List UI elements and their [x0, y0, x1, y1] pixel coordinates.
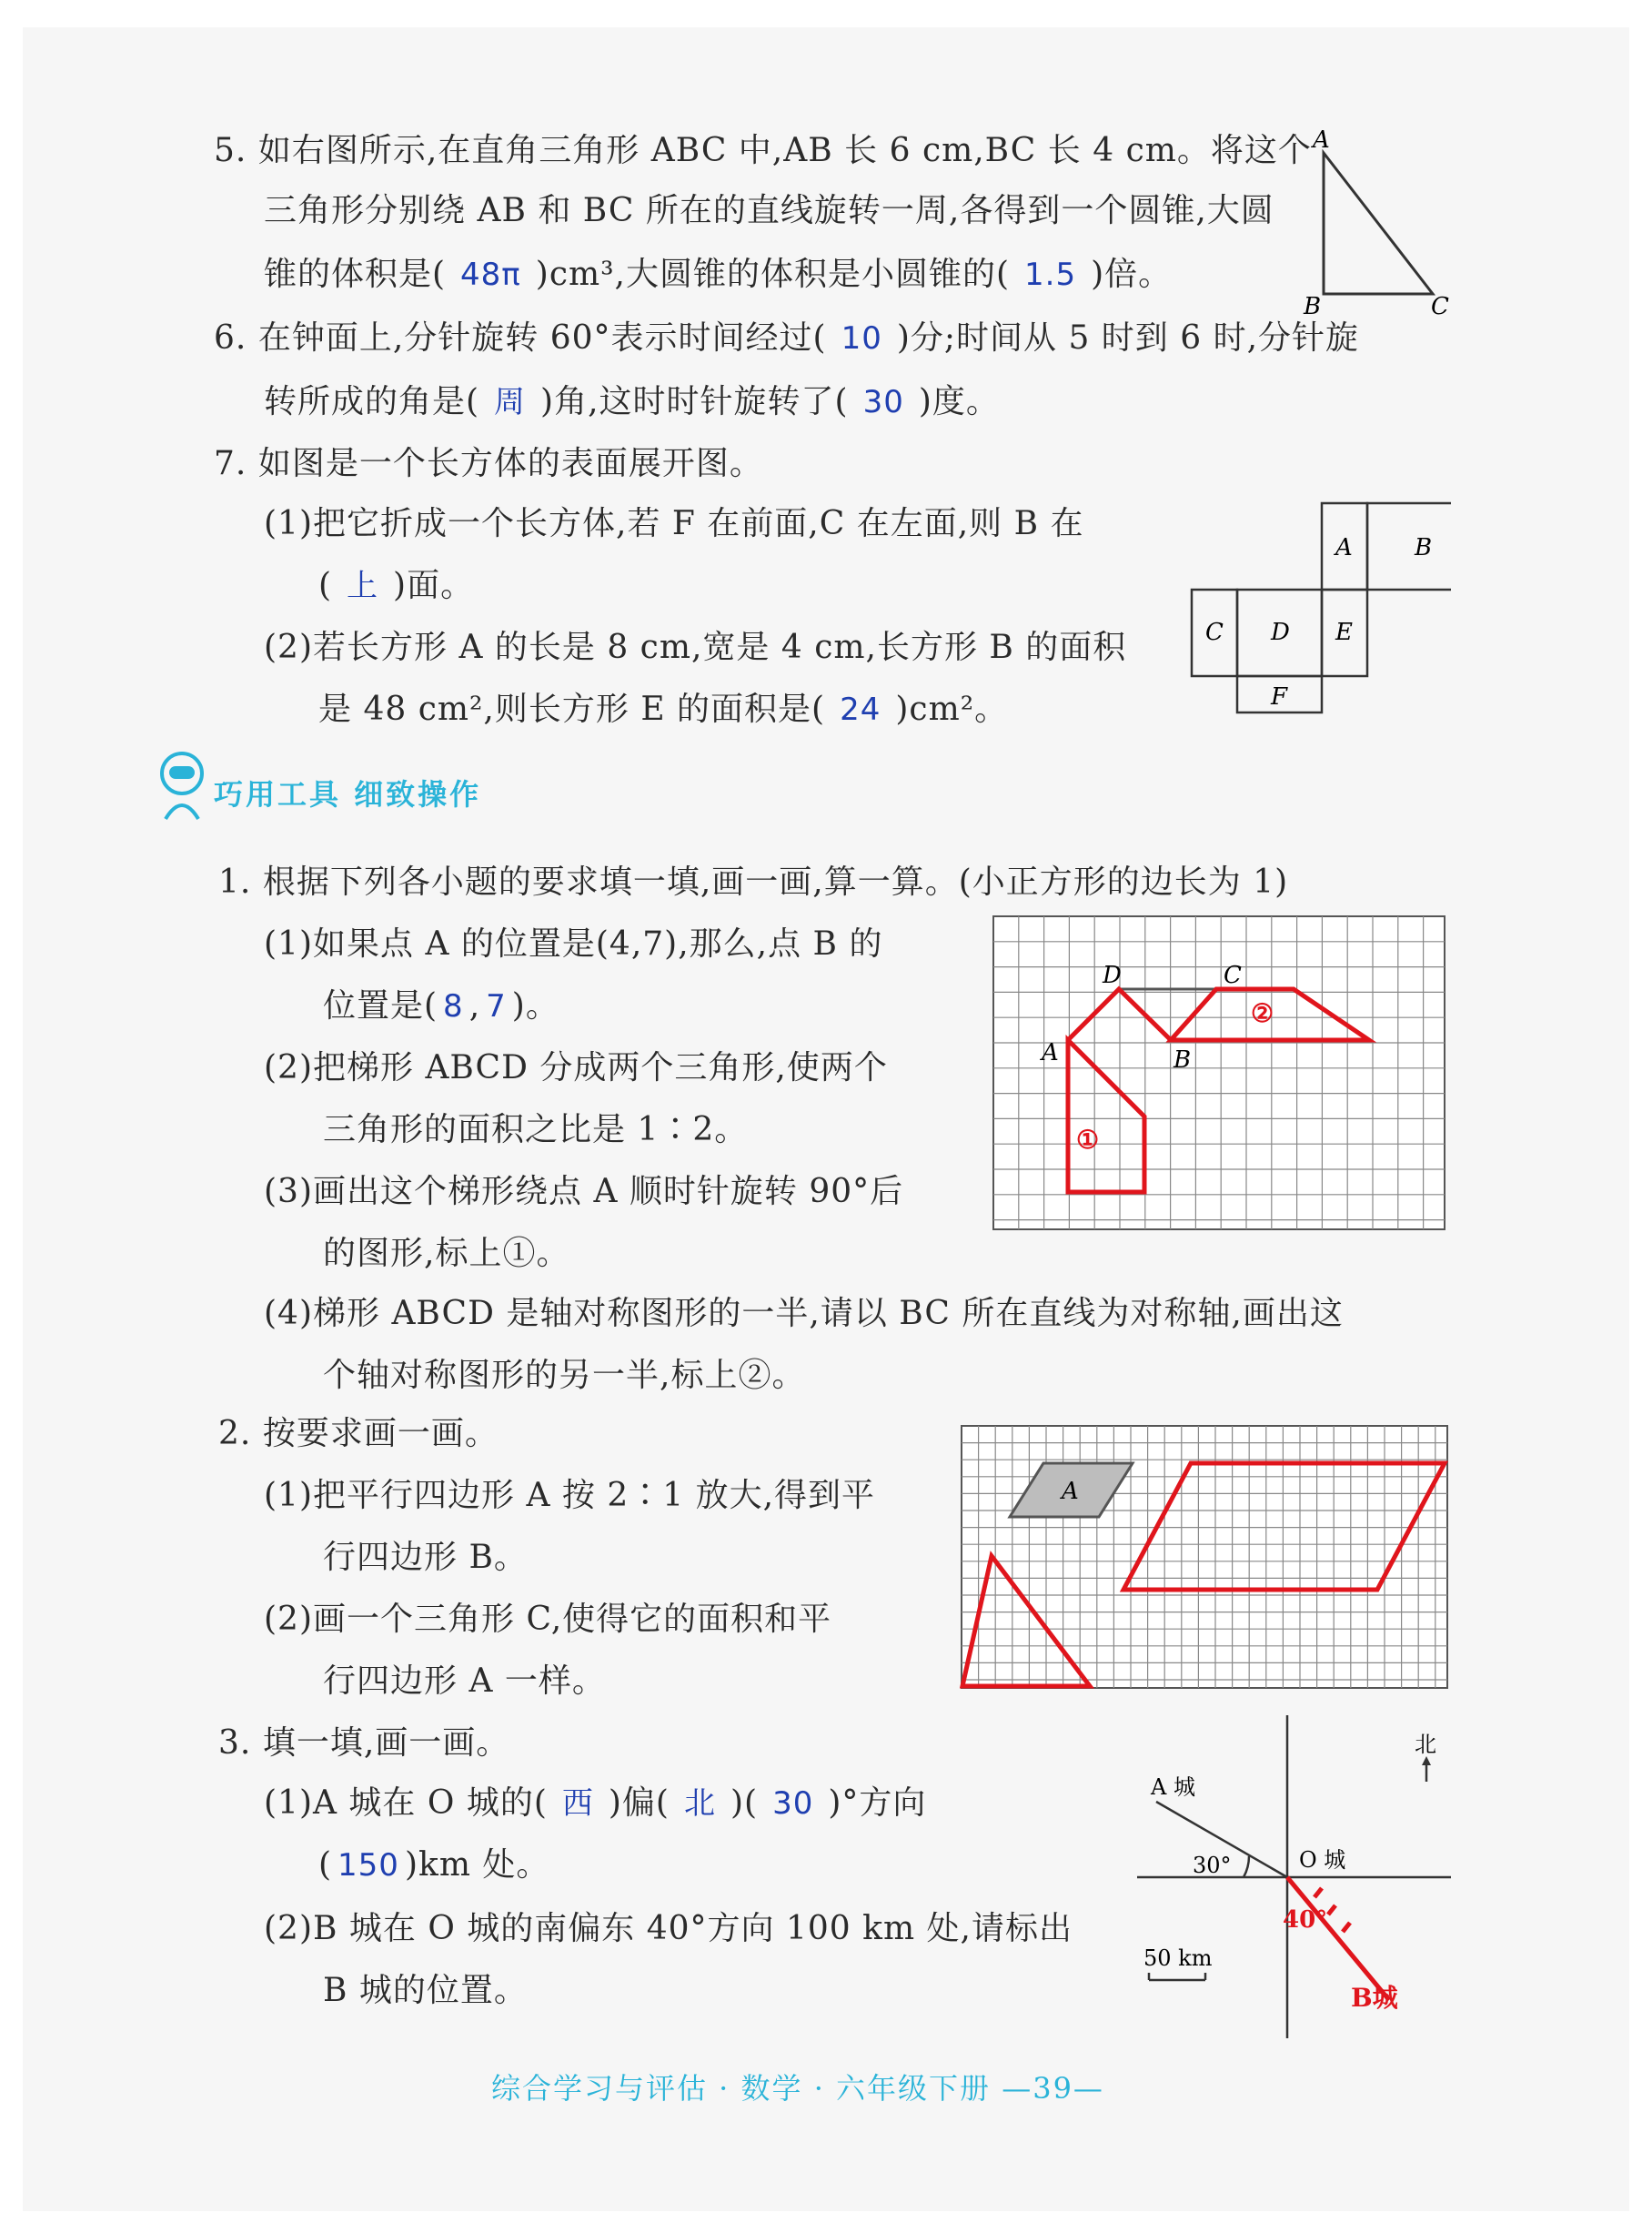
map-label-a: A 城 — [1151, 1774, 1195, 1800]
t1-s4a: (4)梯形 ABCD 是轴对称图形的一半,请以 BC 所在直线为对称轴,画出这 — [264, 1295, 1344, 1332]
t1-line: 1. 根据下列各小题的要求填一填,画一画,算一算。(小正方形的边长为 1) — [218, 864, 1289, 901]
grid-label-1: ① — [1076, 1125, 1100, 1155]
t3-s2a: (2)B 城在 O 城的南偏东 40°方向 100 km 处,请标出 — [264, 1910, 1073, 1947]
t2-s1a: (1)把平行四边形 A 按 2∶1 放大,得到平 — [264, 1477, 876, 1514]
answer: 48π — [460, 257, 521, 293]
t2-s2a: (2)画一个三角形 C,使得它的面积和平 — [264, 1601, 832, 1638]
q7-p2b: 是 48 cm²,则长方形 E 的面积是( 24 )cm²。 — [318, 691, 1009, 728]
q7-p1a: (1)把它折成一个长方体,若 F 在前面,C 在左面,则 B 在 — [264, 505, 1084, 542]
grid2-label-a: A — [1062, 1478, 1079, 1505]
t1-s3a: (3)画出这个梯形绕点 A 顺时针旋转 90°后 — [264, 1173, 904, 1210]
right-triangle-figure — [1296, 127, 1460, 318]
answer: 北 — [683, 1785, 716, 1822]
answer: 周 — [494, 384, 527, 420]
net-label-b: B — [1415, 534, 1433, 561]
answer: 10 — [841, 320, 882, 357]
t2-s1b: 行四边形 B。 — [323, 1539, 528, 1576]
net-label-f: F — [1271, 683, 1288, 711]
net-label-d: D — [1271, 619, 1290, 646]
grid-figure-2 — [960, 1424, 1451, 1692]
label-b: B — [1304, 293, 1322, 318]
answer: 30 — [772, 1785, 814, 1822]
t3-line: 3. 填一填,画一画。 — [218, 1724, 510, 1762]
t1-s1a: (1)如果点 A 的位置是(4,7),那么,点 B 的 — [264, 925, 883, 963]
map-label-o: O 城 — [1299, 1847, 1346, 1873]
cuboid-net-figure — [1187, 499, 1451, 717]
answer: 1.5 — [1024, 257, 1077, 293]
q7-p2a: (2)若长方形 A 的长是 8 cm,宽是 4 cm,长方形 B 的面积 — [264, 629, 1127, 666]
q6-line1: 6. 在钟面上,分针旋转 60°表示时间经过( 10 )分;时间从 5 时到 6 时,分针旋 — [214, 319, 1360, 357]
q7-line1: 7. 如图是一个长方体的表面展开图。 — [214, 445, 763, 482]
robot-mascot-icon — [153, 746, 217, 828]
grid-label-c: C — [1224, 962, 1242, 989]
answer: 上 — [347, 568, 379, 604]
t2-s2b: 行四边形 A 一样。 — [323, 1662, 606, 1700]
t3-s1b: ( 150 )km 处。 — [318, 1846, 550, 1884]
answer: 24 — [840, 692, 881, 728]
map-label-north: 北 — [1415, 1732, 1436, 1757]
t1-s4b: 个轴对称图形的另一半,标上②。 — [323, 1357, 806, 1394]
net-label-a: A — [1335, 534, 1353, 561]
answer: 西 — [561, 1785, 594, 1822]
t1-s2b: 三角形的面积之比是 1∶2。 — [323, 1111, 749, 1148]
label-c: C — [1431, 293, 1449, 318]
grid-figure-1 — [992, 914, 1448, 1233]
grid-label-2: ② — [1251, 998, 1274, 1028]
grid-label-d: D — [1103, 962, 1122, 989]
grid-label-b: B — [1174, 1046, 1192, 1074]
q5-line2: 三角形分别绕 AB 和 BC 所在的直线旋转一周,各得到一个圆锥,大圆 — [264, 192, 1274, 229]
direction-map-figure — [1133, 1711, 1460, 2047]
net-label-e: E — [1335, 619, 1353, 646]
q5-line1: 5. 如右图所示,在直角三角形 ABC 中,AB 长 6 cm,BC 长 4 cm。将这个 — [214, 132, 1312, 169]
q7-p1b: ( 上 )面。 — [318, 567, 475, 604]
t1-s1b: 位置是( 8 , 7 )。 — [323, 987, 559, 1025]
q6-line2: 转所成的角是( 周 )角,这时时针旋转了( 30 )度。 — [264, 383, 1000, 420]
t1-s2a: (2)把梯形 ABCD 分成两个三角形,使两个 — [264, 1049, 888, 1086]
answer: 8 — [443, 988, 464, 1025]
answer: 7 — [486, 988, 507, 1025]
label-a: A — [1313, 127, 1330, 154]
t1-s3b: 的图形,标上①。 — [323, 1235, 570, 1272]
page-footer: 综合学习与评估 · 数学 · 六年级下册 —39— — [491, 2071, 1104, 2106]
answer: 150 — [337, 1847, 399, 1884]
section-title: 巧用工具 细致操作 — [214, 777, 482, 812]
t3-s2b: B 城的位置。 — [323, 1972, 528, 2009]
map-label-40: 40° — [1283, 1906, 1328, 1934]
t2-line: 2. 按要求画一画。 — [218, 1415, 499, 1452]
map-label-scale: 50 km — [1143, 1945, 1213, 1971]
net-label-c: C — [1205, 619, 1224, 646]
t3-s1a: (1)A 城在 O 城的( 西 )偏( 北 )( 30 )°方向 — [264, 1784, 927, 1822]
q5-line3: 锥的体积是( 48π )cm³,大圆锥的体积是小圆锥的( 1.5 )倍。 — [264, 256, 1173, 293]
map-label-b: B城 — [1351, 1983, 1398, 2013]
answer: 30 — [862, 384, 904, 420]
grid-label-a: A — [1042, 1039, 1059, 1066]
map-label-30: 30° — [1193, 1853, 1232, 1878]
